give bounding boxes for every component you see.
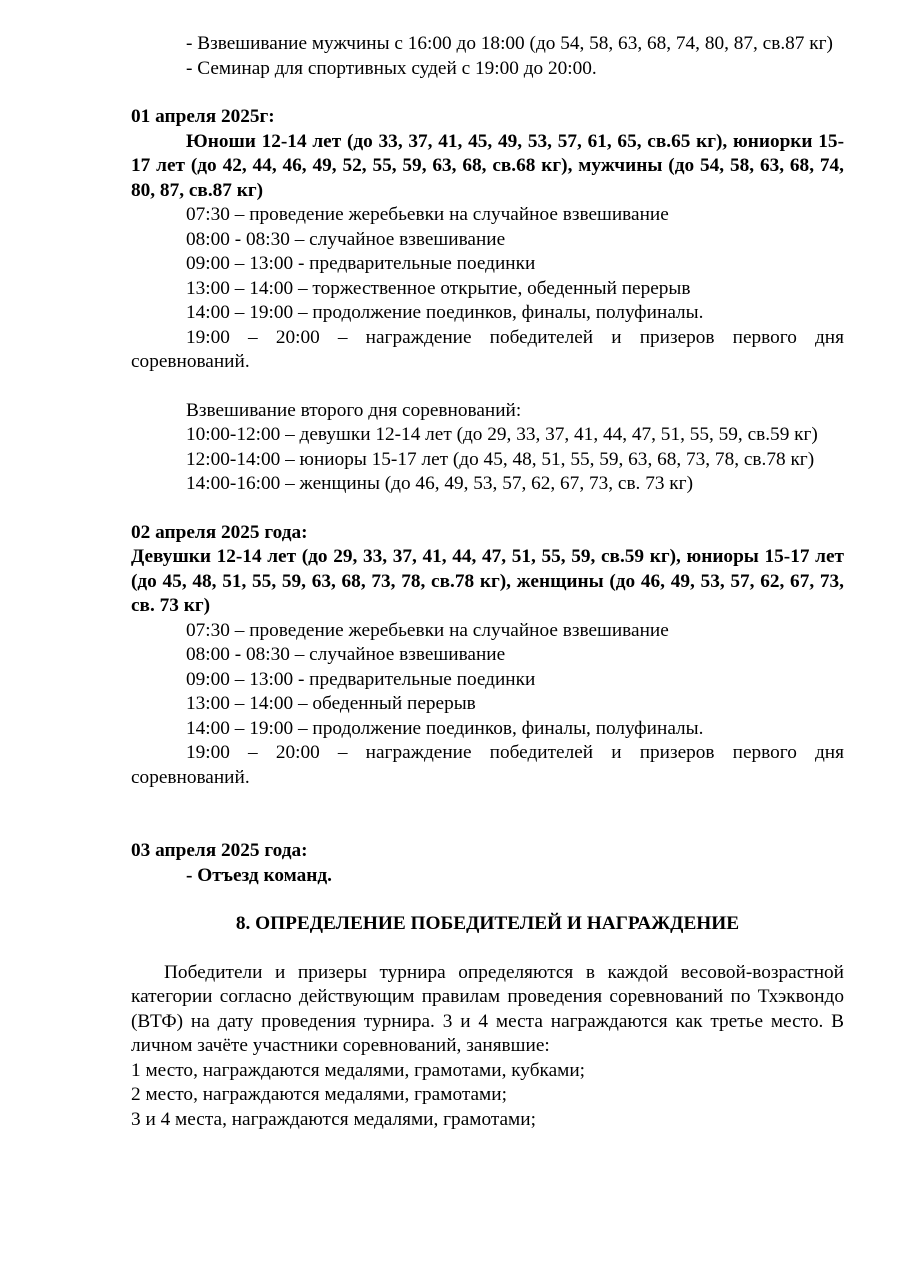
place-item: 2 место, награждаются медалями, грамотами; [131,1084,507,1105]
place-item: 3 и 4 места, награждаются медалями, грамотами; [131,1108,536,1130]
section-paragraph: Победители и призеры турнира определяются в каждой весовой-возрастной категории согласно действующим правилам проведения соревнований по Тхэквондо (ВТФ) на дату проведения турнира. 3 и 4 места награждаются как третье место. В личном зачёте участники соревнований, занявшие: [131,961,844,1056]
day2-categories: Девушки 12-14 лет (до 29, 33, 37, 41, 44, 47, 51, 55, 59, св.59 кг), юниоры 15-17 лет (до 45, 48, 51, 55, 59, 63, 68, 73, 78, св.78 кг), женщины (до 46, 49, 53, 57, 62, 67, 73, св. 73 кг) [131,546,844,616]
schedule-item: 14:00 – 19:00 – продолжение поединков, финалы, полуфиналы. [186,717,704,739]
document-page [131,32,844,1132]
day3-date: 03 апреля 2025 года: [131,840,308,861]
seminar-line: - Семинар для спортивных судей с 19:00 до 20:00. [186,57,597,79]
place-item: 1 место, награждаются медалями, грамотами, кубками; [131,1059,586,1081]
schedule-item: 09:00 – 13:00 - предварительные поединки [186,668,536,690]
weigh-item: 10:00-12:00 – девушки 12-14 лет (до 29, 33, 37, 41, 44, 47, 51, 55, 59, св.59 кг) [186,424,818,445]
schedule-item: 13:00 – 14:00 – торжественное открытие, обеденный перерыв [186,277,691,299]
weigh-title: Взвешивание второго дня соревнований: [186,399,522,421]
schedule-item: 07:30 – проведение жеребьевки на случайное взвешивание [186,619,669,641]
schedule-item: 07:30 – проведение жеребьевки на случайное взвешивание [186,204,669,225]
schedule-item: 09:00 – 13:00 - предварительные поединки [186,253,536,274]
schedule-item: 14:00 – 19:00 – продолжение поединков, финалы, полуфиналы. [186,302,704,323]
section-heading: 8. ОПРЕДЕЛЕНИЕ ПОБЕДИТЕЛЕЙ И НАГРАЖДЕНИЕ [235,913,740,934]
weigh-item: 14:00-16:00 – женщины (до 46, 49, 53, 57, 62, 67, 73, св. 73 кг) [186,473,693,494]
day3-note: - Отъезд команд. [186,864,332,886]
schedule-item: 19:00 – 20:00 – награждение победителей и призеров первого дня соревнований. [131,326,844,372]
schedule-item: 19:00 – 20:00 – награждение победителей и призеров первого дня соревнований. [131,742,844,788]
weigh-item: 12:00-14:00 – юниоры 15-17 лет (до 45, 48, 51, 55, 59, 63, 68, 73, 78, св.78 кг) [186,448,815,470]
schedule-item: 08:00 - 08:30 – случайное взвешивание [186,644,506,665]
day2-date: 02 апреля 2025 года: [131,521,308,543]
weigh-men-line: - Взвешивание мужчины с 16:00 до 18:00 (до 54, 58, 63, 68, 74, 80, 87, св.87 кг) [186,33,833,54]
schedule-item: 08:00 - 08:30 – случайное взвешивание [186,228,506,250]
day1-categories: Юноши 12-14 лет (до 33, 37, 41, 45, 49, 53, 57, 61, 65, св.65 кг), юниорки 15-17 лет (до 42, 44, 46, 49, 52, 55, 59, 63, 68, св.68 кг), мужчины (до 54, 58, 63, 68, 74, 80, 87, св.87 кг) [131,130,844,201]
schedule-item: 13:00 – 14:00 – обеденный перерыв [186,693,476,714]
day1-date: 01 апреля 2025г: [131,106,275,127]
